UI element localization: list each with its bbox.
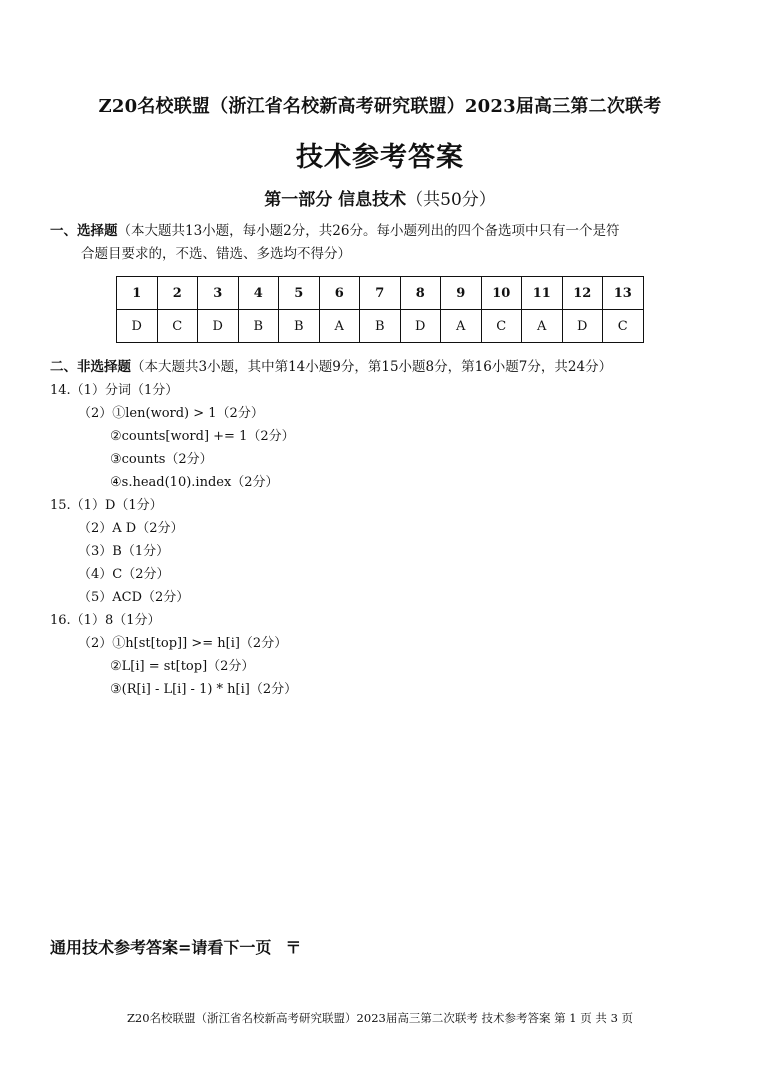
section1-desc-line1: （本大题共13小题，每小题2分，共26分。每小题列出的四个备选项中只有一个是符: [117, 223, 620, 239]
answer-value-cell: A: [522, 310, 563, 343]
answer-number-cell: 1: [117, 277, 158, 310]
answer-line-15-2: （2）A D（2分）: [78, 521, 184, 536]
answer-line-15-4: （4）C（2分）: [78, 567, 170, 582]
answer-number-cell: 11: [522, 277, 563, 310]
section1-header: [50, 220, 722, 266]
postal-mark-icon: 〒: [285, 938, 302, 957]
answer-value-cell: C: [481, 310, 522, 343]
section1-line1: [50, 220, 722, 243]
answer-number-cell: 12: [562, 277, 603, 310]
answer-line-14-2b: ②counts[word] += 1（2分）: [110, 429, 295, 444]
document-title: Z20名校联盟（浙江省名校新高考研究联盟）2023届高三第二次联考: [98, 96, 662, 117]
answer-value-cell: A: [441, 310, 482, 343]
answer-number-cell: 10: [481, 277, 522, 310]
answer-number-cell: 13: [603, 277, 644, 310]
answer-value-cell: C: [157, 310, 198, 343]
answer-number-cell: 7: [360, 277, 401, 310]
answer-table-numbers-row: [117, 277, 644, 310]
answer-table: [116, 276, 644, 343]
section1-desc-line2: 合题目要求的，不选、错选、多选均不得分）: [81, 246, 351, 262]
answer-value-cell: B: [279, 310, 320, 343]
answer-line-16-2b: ②L[i] = st[top]（2分）: [110, 659, 255, 674]
part1-title-suffix: （共50分）: [406, 190, 496, 210]
part1-title-text: 第一部分 信息技术: [264, 190, 407, 210]
answer-value-cell: A: [319, 310, 360, 343]
answer-value-cell: D: [562, 310, 603, 343]
answer-value-cell: D: [198, 310, 239, 343]
general-tech-note: [50, 935, 301, 958]
answer-line-15-3: （3）B（1分）: [78, 544, 170, 559]
page-footer: Z20名校联盟（浙江省名校新高考研究联盟）2023届高三第二次联考 技术参考答案 第 1 页 共 3 页: [126, 1011, 634, 1025]
answer-table-answers-row: [117, 310, 644, 343]
answer-line-14-2c: ③counts（2分）: [110, 452, 213, 467]
answer-number-cell: 8: [400, 277, 441, 310]
answer-line-14-2d: ④s.head(10).index（2分）: [110, 475, 279, 490]
answer-number-cell: 2: [157, 277, 198, 310]
answer-line-14-2: （2）①len(word) > 1（2分）: [78, 406, 264, 421]
answer-number-cell: 9: [441, 277, 482, 310]
answer-number-cell: 4: [238, 277, 279, 310]
document-subtitle: 技术参考答案: [296, 142, 464, 173]
answer-line-16-2: （2）①h[st[top]] >= h[i]（2分）: [78, 636, 288, 651]
answer-number-cell: 3: [198, 277, 239, 310]
answer-value-cell: D: [400, 310, 441, 343]
answer-value-cell: D: [117, 310, 158, 343]
section1-label: 一、选择题: [50, 223, 118, 239]
general-tech-note-text: 通用技术参考答案=请看下一页: [50, 938, 272, 957]
section2-label: 二、非选择题: [50, 359, 131, 375]
answer-line-15-5: （5）ACD（2分）: [78, 590, 190, 605]
answer-number-cell: 5: [279, 277, 320, 310]
answer-value-cell: C: [603, 310, 644, 343]
answer-value-cell: B: [360, 310, 401, 343]
part1-title: [0, 185, 760, 210]
answer-number-cell: 6: [319, 277, 360, 310]
answer-line-16-1: 16.（1）8（1分）: [50, 613, 161, 628]
answer-line-16-2c: ③(R[i] - L[i] - 1) * h[i]（2分）: [110, 682, 298, 697]
answer-line-15-1: 15.（1）D（1分）: [50, 498, 163, 513]
section2-header: [50, 356, 722, 379]
section2-desc: （本大题共3小题，其中第14小题9分，第15小题8分，第16小题7分，共24分）: [131, 359, 613, 375]
answer-value-cell: B: [238, 310, 279, 343]
answer-line-14-1: 14.（1）分词（1分）: [50, 383, 179, 398]
